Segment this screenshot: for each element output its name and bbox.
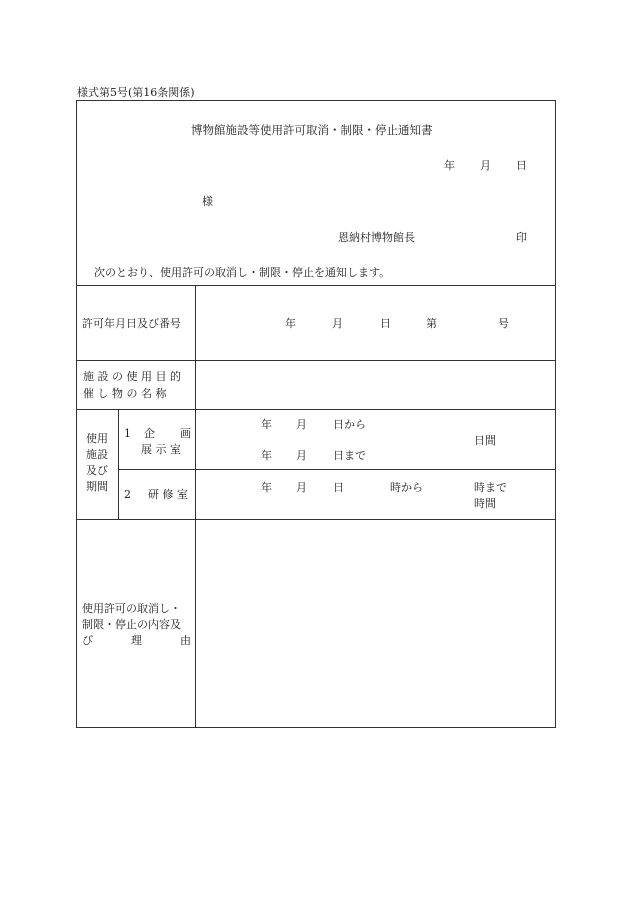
seal-mark: 印 <box>516 231 527 244</box>
room1-to-year: 年 <box>261 449 272 462</box>
column-divider <box>195 285 196 728</box>
date-day: 日 <box>516 159 527 172</box>
permit-go: 号 <box>498 317 509 330</box>
room2-name: 研 修 室 <box>148 488 188 501</box>
reason-label-line1: 使用許可の取消し・ <box>82 602 181 615</box>
date-month: 月 <box>480 159 491 172</box>
purpose-label-line2: 催 し 物 の 名 称 <box>83 387 167 400</box>
room2-month: 月 <box>296 481 307 494</box>
room2-day: 日 <box>333 481 344 494</box>
facility-label-3: 及び <box>86 464 108 477</box>
row-divider <box>76 409 556 410</box>
room1-to-month: 月 <box>296 449 307 462</box>
row-divider <box>76 519 556 520</box>
facility-label-4: 期間 <box>86 480 108 493</box>
room1-to-day: 日まで <box>333 449 366 462</box>
room1-duration: 日間 <box>474 434 496 447</box>
reason-label-line3a: び <box>82 634 93 647</box>
issuer-name: 恩納村博物館長 <box>338 231 415 244</box>
room2-to-time: 時まで <box>474 481 507 494</box>
permit-day: 日 <box>380 317 391 330</box>
room1-name-a: 企 <box>144 427 155 440</box>
permit-month: 月 <box>332 317 343 330</box>
room1-name-line2: 展 示 室 <box>141 443 181 456</box>
form-number: 様式第5号(第16条関係) <box>77 86 195 99</box>
room1-number: 1 <box>124 427 131 440</box>
reason-label-line2: 制限・停止の内容及 <box>82 618 181 631</box>
permit-dai: 第 <box>426 317 437 330</box>
reason-label-line3c: 由 <box>180 634 191 647</box>
column-divider <box>118 409 119 519</box>
form-frame <box>76 100 556 728</box>
reason-label-line3b: 理 <box>131 634 142 647</box>
room2-from-time: 時から <box>390 481 423 494</box>
row-divider <box>76 285 556 286</box>
permit-year: 年 <box>285 317 296 330</box>
room2-year: 年 <box>261 481 272 494</box>
permit-label: 許可年月日及び番号 <box>82 317 181 330</box>
room2-number: 2 <box>124 488 131 501</box>
form-title: 博物館施設等使用許可取消・制限・停止通知書 <box>191 123 433 137</box>
addressee-suffix: 様 <box>202 195 213 208</box>
room1-name-b: 画 <box>180 427 191 440</box>
room1-from-day: 日から <box>333 418 366 431</box>
facility-label-2: 施設 <box>86 448 108 461</box>
row-divider <box>118 469 556 470</box>
row-divider <box>76 360 556 361</box>
purpose-label-line1: 施 設 の 使 用 目 的 <box>83 370 181 383</box>
notice-statement: 次のとおり、使用許可の取消し・制限・停止を通知します。 <box>94 266 391 279</box>
date-year: 年 <box>444 159 455 172</box>
room2-duration: 時間 <box>474 497 496 510</box>
room1-from-month: 月 <box>296 418 307 431</box>
facility-label-1: 使用 <box>86 432 108 445</box>
room1-from-year: 年 <box>261 418 272 431</box>
